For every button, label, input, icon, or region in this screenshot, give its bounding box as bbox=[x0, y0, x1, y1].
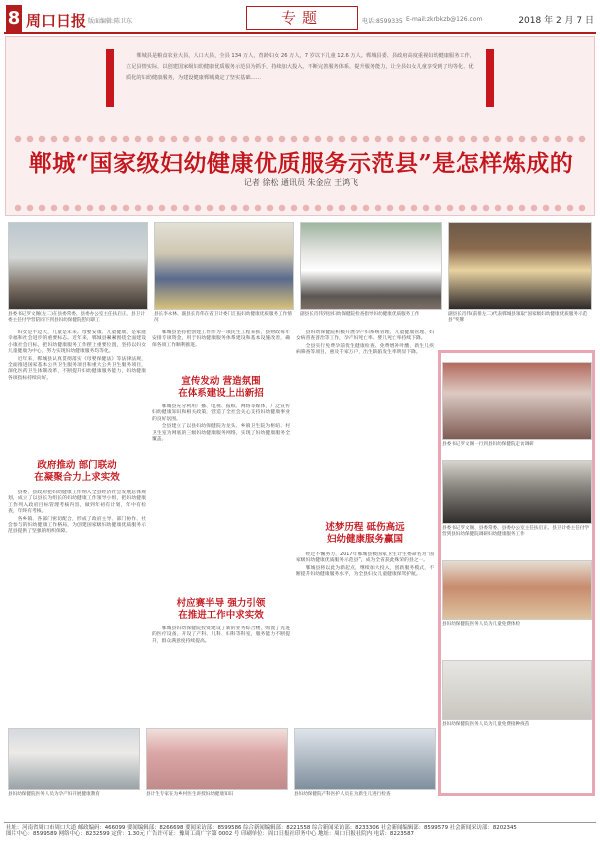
paragraph: 郸城县妇幼保健院投资建设了新的业务综合楼，购置了先进的医疗设备，开设了产科、儿科、妇科等科室，服务能力不断提升，群众满意度持续提高。 bbox=[152, 626, 290, 644]
photo-1 bbox=[8, 222, 148, 310]
email-address: E-mail:zkrbkzb@126.com bbox=[406, 16, 483, 23]
bottom-photo-2 bbox=[146, 728, 288, 790]
photo-3-caption: 副县长肖伟到县妇幼保健院检查指导妇幼健康优质服务工作 bbox=[300, 312, 420, 317]
paragraph: 郸城县充分利用广播、电视、报纸、网络等媒体，广泛宣传妇幼健康知识和相关政策，营造了全社会关心支持妇幼健康事业的良好氛围。 bbox=[152, 404, 290, 422]
sidebar-photo-4 bbox=[442, 660, 592, 720]
byline: 记者 徐松 通讯员 朱金应 王鸿飞 bbox=[243, 178, 359, 187]
phone-number: 电话:8599335 bbox=[362, 18, 403, 25]
section-title: 专题 bbox=[246, 6, 358, 30]
article-column-1b bbox=[8, 490, 146, 720]
editor-credit: 版面编辑:陈卫东 bbox=[88, 18, 133, 25]
sidebar-photo-2 bbox=[442, 460, 592, 524]
photo-2-caption: 县长李永林、副县长肖伟在省卫计委门汇报妇幼健康优质服务工作情况 bbox=[154, 312, 292, 323]
photo-1-caption: 县委书记罗文阁(左二)在县委常委、县委办公室主任扶启正、县卫计委主任付学营陪同下到县妇幼保健院慰问职工 bbox=[8, 312, 145, 323]
subhead-4: 述梦历程 砥伤高远 妇幼健康服务赢国 bbox=[325, 522, 405, 545]
photo-3 bbox=[300, 222, 442, 310]
bottom-photo-1 bbox=[8, 728, 140, 790]
paragraph: 近年来，郸城县认真贯彻落实《母婴保健法》等法律法规，全面推进国家基本公共卫生服务项目和重大公共卫生服务项目，深化医药卫生体制改革，不断提升妇幼健康服务能力，妇幼健康各项指标持续向好。 bbox=[8, 356, 146, 381]
sidebar-photo-1-caption: 县委书记罗文阁一行到县妇幼保健院走访调研 bbox=[442, 442, 534, 447]
paragraph: 县委、县政府把妇幼健康工作纳入全县经济社会发展总体规划，成立了以县长为组长的妇幼健康工作领导小组，把妇幼健康工作列入政府目标管理考核内容，做到年初有计划，年中有检查，年终有考核。 bbox=[8, 490, 146, 515]
sidebar-photo-1 bbox=[442, 362, 592, 440]
bottom-photo-2-caption: 县计生专家在为乡村医生讲授妇幼健康知识 bbox=[146, 792, 234, 797]
decorative-border-top bbox=[12, 133, 590, 145]
issue-date: 2018 年 2 月 7 日 bbox=[518, 16, 594, 26]
sidebar-photo-3-caption: 县妇幼保健院医务人员为儿童免费体检 bbox=[442, 622, 521, 627]
paragraph: 郸城县坚持把创建工作作为一项民生工程来抓，县财政每年安排专项资金，用于妇幼健康服务体系建设和基本设施改善，确保各项工作顺利推进。 bbox=[152, 330, 290, 348]
article-column-2 bbox=[152, 330, 290, 372]
article-column-3b bbox=[296, 552, 434, 720]
article-column-2c bbox=[152, 626, 290, 720]
paragraph: 全县实行免费孕前优生健康检查、免费增补叶酸、新生儿疾病筛查等项目，惠及千家万户，出生缺陷发生率明显下降。 bbox=[296, 343, 434, 356]
headline: 郸城“国家级妇幼健康优质服务示范县”是怎样炼成的 bbox=[28, 150, 574, 177]
sidebar-photo-4-caption: 县妇幼保健院医务人员为儿童免费接种疫苗 bbox=[442, 722, 530, 727]
photo-4 bbox=[448, 222, 592, 310]
intro-bar-right bbox=[486, 49, 494, 107]
masthead bbox=[4, 4, 596, 34]
paragraph: 郸城县将以此为新起点，继续加大投入，创新服务模式，不断提升妇幼健康服务水平，为全县妇女儿童健康保驾护航。 bbox=[296, 565, 434, 578]
page-number: 8 bbox=[6, 5, 22, 32]
paragraph: 各乡镇、各部门密切配合，形成了政府主导、部门协作、社会参与的妇幼健康工作格局，为创建国家级妇幼健康优质服务示范县提供了坚强的组织保障。 bbox=[8, 516, 146, 535]
footer bbox=[4, 822, 596, 844]
sidebar-photo-3 bbox=[442, 560, 592, 620]
bottom-photo-3-caption: 县妇幼保健院产科医护人员在为新生儿进行检查 bbox=[294, 792, 391, 797]
photo-2 bbox=[154, 222, 294, 310]
bottom-photo-1-caption: 县妇幼保健院医务人员为孕产妇开展健康教育 bbox=[8, 792, 100, 797]
paragraph: 妇女是半边天，儿童是未来。母婴安康、儿童健康，是家庭幸福和社会进步的重要标志。近年来，郸城县紧紧围绕全面建设小康社会目标，把妇幼健康服务工作摆上重要位置，坚持以妇女儿童健康为中心，努力实现妇幼健康服务均等化。 bbox=[8, 330, 146, 355]
header-banner bbox=[5, 36, 595, 216]
paper-name: 周口日报 bbox=[26, 12, 87, 30]
subhead-3: 村应赛半导 强力引领 在推进工作中求实效 bbox=[176, 598, 266, 621]
decorative-border-bottom bbox=[12, 202, 590, 214]
paragraph: 经过不懈努力，2017年郸城县被国家卫生计生委命名为“国家级妇幼健康优质服务示范县”，成为全省获此殊荣的县之一。 bbox=[296, 552, 434, 564]
subhead-2: 宣传发动 营造氛围 在体系建设上出新招 bbox=[178, 376, 264, 399]
bottom-photo-3 bbox=[294, 728, 436, 790]
intro-bar-left bbox=[106, 49, 114, 107]
paragraph: 全县建立了以县妇幼保健院为龙头、乡镇卫生院为枢纽、村卫生室为网底的三级妇幼健康服务网络，实现了妇幼健康服务全覆盖。 bbox=[152, 424, 290, 443]
photo-4-caption: 副县长肖伟(前排左二)代表郸城县领取“国家级妇幼健康优质服务示范县”奖牌 bbox=[448, 312, 588, 323]
article-column-2b bbox=[152, 404, 290, 584]
subhead-1: 政府推动 部门联动 在凝聚合力上求实效 bbox=[34, 460, 120, 483]
paragraph: 县妇幼保健院积极开展孕产妇系统管理、儿童健康管理、妇女病普查普治等工作，孕产妇死亡率、婴儿死亡率持续下降。 bbox=[296, 330, 434, 342]
intro-text: 郸城县是粮食农业大县，人口大县，全县 134 万人，育龄妇女 26 万人，7 岁以下儿童 12.6 万人。郸城县委、县政府高度重视妇幼健康服务工作，立足县情实际，以创建国家级妇幼健康优质服务示范县为抓手，持续加大投入，不断完善服务体系，提升服务能力，让全县妇女儿童享受到了均等化、优质化的妇幼健康服务，为建设健康郸城奠定了坚实基础…… bbox=[126, 53, 475, 81]
footer-line-2: 图片中心：8599589 网络中心：8232599 定价：1.30元 广告许可证：豫周工商广字第 0002 号 印刷单位：周口日报社印务中心 地址：周口日报社院内 电话：8223587 bbox=[6, 831, 414, 837]
article-column-3 bbox=[296, 330, 434, 510]
footer-line-1: 社址：河南省周口市周口大道 邮政编码：466099 要闻编辑部：8266698 要闻采访部：8599586 综合新闻编辑部：8221558 综合新闻采访部：8233306 社会新闻编辑部：8599579 社会新闻采访部：8202345 bbox=[6, 825, 517, 831]
sidebar-photo-2-caption: 县委书记罗文阁、县委常委、县委办公室主任扶启正、县卫计委主任付学营到县妇幼保健院调研妇幼健康服务工作 bbox=[442, 526, 590, 537]
